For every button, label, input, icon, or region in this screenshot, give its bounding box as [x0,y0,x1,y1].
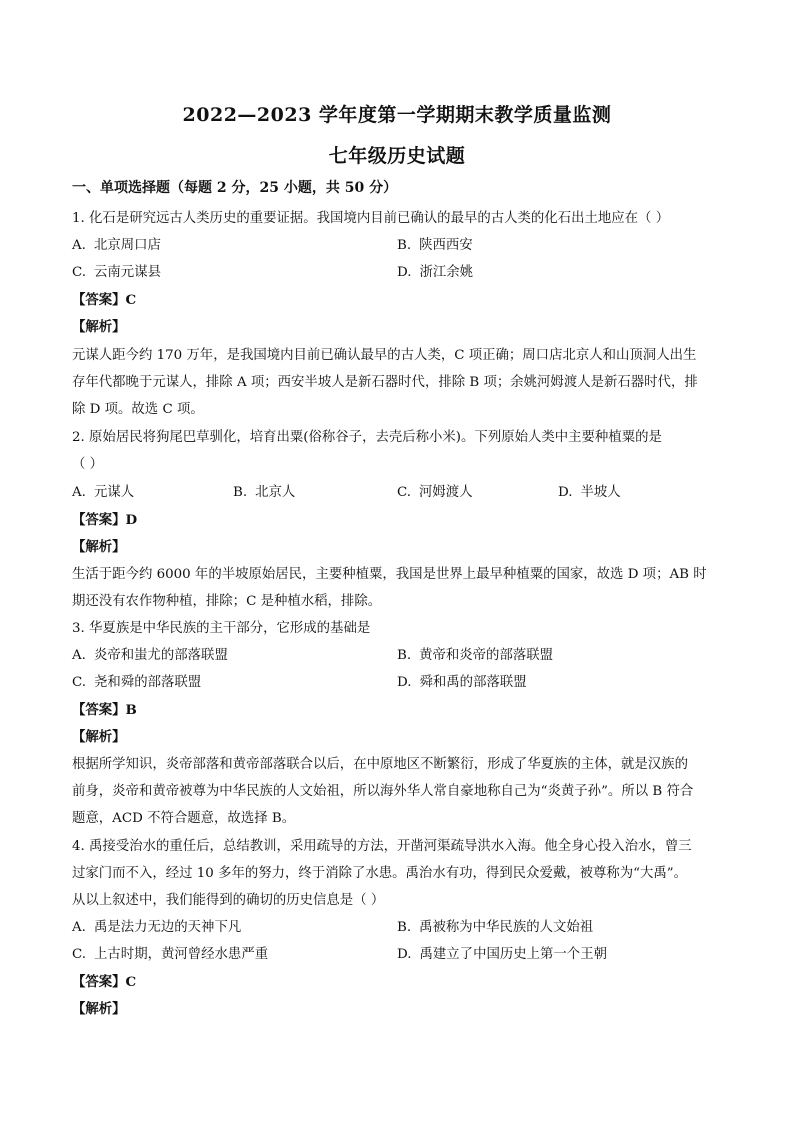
question-4-option-c: C. 上古时期，黄河曾经水患严重 [72,947,269,962]
question-2-option-d: D. 半坡人 [558,485,621,500]
question-4-stem: 4. 禹接受治水的重任后，总结教训，采用疏导的方法，开凿河渠疏导洪水入海。他全身心投入治水，曾三 [72,839,692,854]
exam-subtitle: 七年级历史试题 [328,145,466,167]
question-3-option-d: D. 舜和禹的部落联盟 [397,675,527,690]
question-3-option-c: C. 尧和舜的部落联盟 [72,675,202,690]
question-3-stem: 3. 华夏族是中华民族的主干部分，它形成的基础是 [72,621,371,636]
question-3-analysis-line: 根据所学知识，炎帝部落和黄帝部落联合以后，在中原地区不断繁衍，形成了华夏族的主体，就是汉族的 [72,757,688,772]
question-1-answer: 【答案】C [72,292,137,308]
question-3-answer: 【答案】B [72,702,137,718]
question-1-analysis-line: 元谋人距今约 170 万年，是我国境内目前已确认最早的古人类，C 项正确；周口店北京人和山顶洞人出生 [72,348,697,363]
question-2-answer: 【答案】D [72,512,138,528]
question-2-stem-blank: （ ） [72,457,104,472]
question-1-option-d: D. 浙江余姚 [397,265,474,280]
question-4-answer: 【答案】C [72,974,137,990]
question-4-option-d: D. 禹建立了中国历史上第一个王朝 [397,947,607,962]
question-3-analysis-label: 【解析】 [72,729,126,745]
question-4-stem: 从以上叙述中，我们能得到的确切的历史信息是（ ） [72,893,385,908]
question-3-analysis-line: 题意，ACD 不符合题意，故选择 B。 [72,811,296,826]
question-2-option-c: C. 河姆渡人 [397,485,473,500]
question-3-option-b: B. 黄帝和炎帝的部落联盟 [397,648,554,663]
question-4-stem: 过家门而不入，经过 10 多年的努力，终于消除了水患。禹治水有功，得到民众爱戴，被尊称为“大禹”。 [72,866,688,881]
question-1-option-c: C. 云南元谋县 [72,265,161,280]
question-3-analysis-line: 前身，炎帝和黄帝被尊为中华民族的人文始祖，所以海外华人常自豪地称自己为“炎黄子孙”。所以 B 符合 [72,784,694,799]
question-1-analysis-label: 【解析】 [72,319,126,335]
question-1-stem: 1. 化石是研究远古人类历史的重要证据。我国境内目前已确认的最早的古人类的化石出土地应在（ ） [72,211,670,226]
question-2-option-a: A. 元谋人 [72,485,135,500]
question-2-analysis-line: 生活于距今约 6000 年的半坡原始居民，主要种植粟，我国是世界上最早种植粟的国家，故选 D 项；AB 时 [72,567,707,582]
section-heading: 一、单项选择题（每题 2 分，25 小题，共 50 分） [72,180,398,196]
question-1-option-a: A. 北京周口店 [72,238,161,253]
question-1-analysis-line: 存年代都晚于元谋人，排除 A 项；西安半坡人是新石器时代，排除 B 项；余姚河姆渡人是新石器时代，排 [72,375,698,390]
question-2-analysis-line: 期还没有农作物种植，排除；C 是种植水稻，排除。 [72,594,382,609]
question-2-stem: 2. 原始居民将狗尾巴草驯化，培育出粟(俗称谷子，去壳后称小米)。下列原始人类中主要种植粟的是 [72,430,662,445]
question-4-analysis-label: 【解析】 [72,1001,126,1017]
question-2-analysis-label: 【解析】 [72,539,126,555]
question-3-option-a: A. 炎帝和蚩尤的部落联盟 [72,648,228,663]
question-2-option-b: B. 北京人 [233,485,296,500]
exam-title: 2022—2023 学年度第一学期期末教学质量监测 [182,104,612,126]
question-1-analysis-line: 除 D 项。故选 C 项。 [72,402,204,417]
question-4-option-a: A. 禹是法力无边的天神下凡 [72,920,242,935]
question-1-option-b: B. 陕西西安 [397,238,473,253]
question-4-option-b: B. 禹被称为中华民族的人文始祖 [397,920,594,935]
